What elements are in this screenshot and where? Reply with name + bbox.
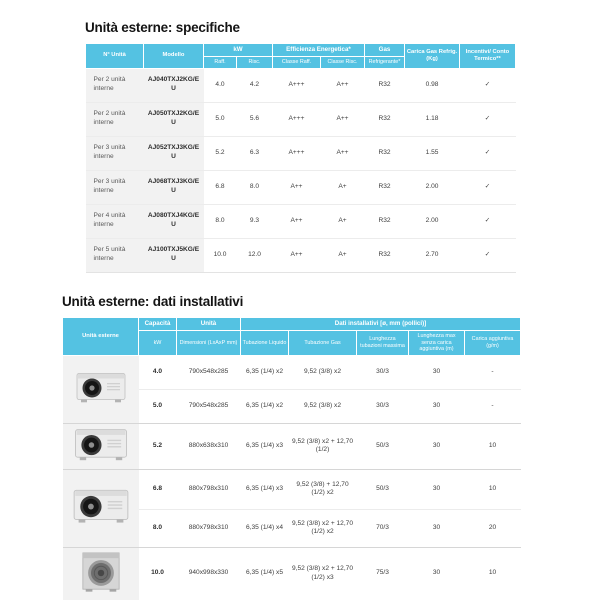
cell-gas: R32 — [365, 204, 405, 238]
cell-capacita: 6.8 — [139, 469, 177, 509]
table-row — [86, 102, 516, 136]
cell-n-unita: Per 4 unità interne — [86, 204, 144, 238]
outdoor-unit-image — [63, 424, 139, 470]
install-table-header — [63, 318, 521, 356]
cell-capacita: 8.0 — [139, 509, 177, 547]
cell-incentivi-check: ✓ — [460, 238, 516, 272]
cell-dimensioni: 790x548x285 — [188, 368, 229, 376]
cell-modello: AJ052TXJ3KG/EU — [144, 136, 204, 170]
cell-lunghezza-senza-carica: 30 — [409, 469, 465, 509]
col-header-carica-aggiuntiva: Carica aggiuntiva (g/m) — [465, 330, 521, 355]
cell-dimensioni: 790x548x285 — [177, 390, 241, 424]
cell-n-unita: Per 3 unità interne — [86, 170, 144, 204]
table-row — [63, 547, 521, 600]
cell-risc: 9.3 — [237, 204, 273, 238]
cell-incentivi-check: ✓ — [460, 102, 516, 136]
cell-tubazione-liquido: 6,35 (1/4) x4 — [241, 509, 289, 547]
cell-modello: AJ080TXJ4KG/EU — [144, 204, 204, 238]
cell-raff: 4.0 — [215, 80, 225, 88]
cell-tubazione-liquido: 6,35 (1/4) x3 — [241, 424, 289, 470]
cell-risc: 12.0 — [237, 238, 273, 272]
col-header-refrigerante: Refrigerante* — [365, 56, 405, 68]
cell-capacita: 4.0 — [152, 368, 163, 376]
cell-classe-risc: A++ — [321, 136, 365, 170]
outdoor-unit-small-icon — [73, 487, 129, 525]
table-row — [86, 136, 516, 170]
cell-tubazione-gas: 9,52 (3/8) x2 + 12,70 (1/2) x3 — [289, 547, 357, 600]
cell-lunghezza-senza-carica: 30 — [409, 509, 465, 547]
cell-carica: 0.98 — [425, 80, 439, 88]
cell-risc: 6.3 — [237, 136, 273, 170]
cell-n-unita: Per 2 unità interne — [86, 102, 144, 136]
outdoor-unit-image — [63, 469, 139, 547]
cell-classe-risc: A+ — [321, 204, 365, 238]
section-specifiche — [85, 20, 515, 273]
col-group-kw: kW — [204, 44, 273, 57]
cell-tubazione-liquido: 6,35 (1/4) x2 — [245, 368, 284, 376]
outdoor-unit-image — [63, 356, 139, 424]
cell-lunghezza-massima: 50/3 — [357, 424, 409, 470]
cell-carica-aggiuntiva: - — [465, 390, 521, 424]
cell-gas: R32 — [365, 136, 405, 170]
table-row — [86, 170, 516, 204]
page-title: Unità esterne: specifiche — [85, 20, 240, 35]
col-header-carica-gas: Carica Gas Refrig. (Kg) — [405, 44, 460, 69]
cell-classe-risc: A+ — [321, 170, 365, 204]
cell-dimensioni: 940x998x330 — [177, 547, 241, 600]
cell-risc: 5.6 — [237, 102, 273, 136]
col-group-dati-installativi: Dati installativi [ø, mm (pollici)] — [241, 318, 521, 331]
page-title-2: Unità esterne: dati installativi — [62, 294, 244, 309]
col-header-risc: Risc. — [237, 56, 273, 68]
table-row — [86, 68, 516, 102]
cell-classe-raff: A++ — [273, 238, 321, 272]
cell-carica-aggiuntiva: 10 — [465, 469, 521, 509]
cell-tubazione-gas: 9,52 (3/8) x2 + 12,70 (1/2) — [289, 424, 357, 470]
col-header-lunghezza-senza-carica: Lunghezza max senza carica aggiuntiva (m) — [409, 330, 465, 355]
install-table — [62, 317, 521, 600]
col-header-classe-raff: Classe Raff. — [273, 56, 321, 68]
cell-carica-aggiuntiva: 20 — [465, 509, 521, 547]
cell-tubazione-gas: 9,52 (3/8) x2 + 12,70 (1/2) x2 — [289, 509, 357, 547]
cell-tubazione-gas: 9,52 (3/8) + 12,70 (1/2) x2 — [289, 469, 357, 509]
cell-lunghezza-senza-carica: 30 — [409, 547, 465, 600]
cell-classe-raff: A++ — [273, 204, 321, 238]
col-header-incentivi: Incentivi/ Conto Termico** — [460, 44, 516, 69]
table-row — [63, 469, 521, 509]
cell-dimensioni: 880x638x310 — [177, 424, 241, 470]
cell-carica: 2.70 — [405, 238, 460, 272]
cell-lunghezza-senza-carica: 30 — [432, 368, 441, 376]
col-group-capacita: Capacità — [139, 318, 177, 331]
col-header-unita-esterne: Unità esterne — [63, 318, 139, 356]
cell-classe-raff: A+++ — [288, 80, 305, 88]
cell-carica-aggiuntiva: 10 — [465, 547, 521, 600]
outdoor-unit-image — [63, 547, 139, 600]
cell-capacita: 5.0 — [139, 390, 177, 424]
cell-lunghezza-senza-carica: 30 — [409, 424, 465, 470]
cell-dimensioni: 880x798x310 — [177, 469, 241, 509]
cell-tubazione-gas: 9,52 (3/8) x2 — [303, 368, 342, 376]
cell-gas: R32 — [365, 102, 405, 136]
cell-carica: 2.00 — [405, 204, 460, 238]
cell-classe-risc: A++ — [321, 102, 365, 136]
cell-incentivi-check: ✓ — [460, 204, 516, 238]
cell-lunghezza-senza-carica: 30 — [409, 390, 465, 424]
cell-classe-raff: A+++ — [273, 102, 321, 136]
cell-modello: AJ040TXJ2KG/EU — [144, 68, 204, 102]
cell-modello: AJ100TXJ5KG/EU — [144, 238, 204, 272]
cell-gas: R32 — [365, 170, 405, 204]
cell-carica: 1.55 — [405, 136, 460, 170]
cell-modello: AJ050TXJ2KG/EU — [144, 102, 204, 136]
cell-dimensioni: 880x798x310 — [177, 509, 241, 547]
cell-carica-aggiuntiva: 10 — [465, 424, 521, 470]
table-row — [86, 238, 516, 272]
col-header-n-unita: N° Unità — [86, 44, 144, 69]
cell-raff: 5.2 — [204, 136, 237, 170]
cell-capacita: 5.2 — [139, 424, 177, 470]
col-header-modello: Modello — [144, 44, 204, 69]
col-header-raff: Raff. — [204, 56, 237, 68]
cell-lunghezza-massima: 75/3 — [357, 547, 409, 600]
cell-carica: 1.18 — [405, 102, 460, 136]
outdoor-unit-large-icon — [80, 551, 122, 593]
cell-n-unita: Per 3 unità interne — [86, 136, 144, 170]
section-dati-installativi — [62, 294, 520, 600]
cell-gas: R32 — [378, 80, 391, 88]
col-header-dimensioni: Dimensioni (LxAxP mm) — [177, 330, 241, 355]
cell-tubazione-liquido: 6,35 (1/4) x2 — [241, 390, 289, 424]
table-row — [63, 424, 521, 470]
col-header-tubazione-gas: Tubazione Gas — [289, 330, 357, 355]
cell-classe-risc: A++ — [336, 80, 349, 88]
outdoor-unit-small-icon — [74, 427, 128, 462]
cell-risc: 4.2 — [249, 80, 260, 88]
cell-classe-raff: A+++ — [273, 136, 321, 170]
cell-n-unita: Per 2 unità interne — [86, 68, 144, 102]
cell-tubazione-liquido: 6,35 (1/4) x5 — [241, 547, 289, 600]
cell-gas: R32 — [365, 238, 405, 272]
cell-n-unita: Per 5 unità interne — [86, 238, 144, 272]
col-header-lunghezza-massima: Lunghezza tubazioni massima — [357, 330, 409, 355]
cell-capacita: 10.0 — [139, 547, 177, 600]
cell-raff: 6.8 — [204, 170, 237, 204]
cell-lunghezza-massima: 30/3 — [376, 368, 389, 376]
spec-table — [85, 43, 516, 273]
cell-tubazione-gas: 9,52 (3/8) x2 — [289, 390, 357, 424]
cell-raff: 10.0 — [204, 238, 237, 272]
cell-lunghezza-massima: 30/3 — [357, 390, 409, 424]
cell-lunghezza-massima: 70/3 — [357, 509, 409, 547]
col-group-efficienza: Efficienza Energetica* — [273, 44, 365, 57]
col-header-classe-risc: Classe Risc. — [321, 56, 365, 68]
cell-carica: 2.00 — [405, 170, 460, 204]
cell-raff: 8.0 — [204, 204, 237, 238]
cell-modello: AJ068TXJ3KG/EU — [144, 170, 204, 204]
cell-classe-raff: A++ — [273, 170, 321, 204]
table-row — [86, 204, 516, 238]
cell-risc: 8.0 — [237, 170, 273, 204]
cell-incentivi-check: ✓ — [484, 80, 491, 88]
col-header-tubazione-liquido: Tubazione Liquido — [241, 330, 289, 355]
cell-classe-risc: A+ — [321, 238, 365, 272]
table-row — [63, 356, 521, 390]
cell-raff: 5.0 — [204, 102, 237, 136]
spec-table-header — [86, 44, 516, 69]
cell-incentivi-check: ✓ — [460, 136, 516, 170]
cell-tubazione-liquido: 6,35 (1/4) x3 — [241, 469, 289, 509]
cell-lunghezza-massima: 50/3 — [357, 469, 409, 509]
outdoor-unit-small-icon — [76, 371, 126, 404]
col-header-kw: kW — [139, 330, 177, 355]
cell-carica-aggiuntiva: - — [491, 368, 494, 376]
col-group-gas: Gas — [365, 44, 405, 57]
col-group-unita: Unità — [177, 318, 241, 331]
cell-incentivi-check: ✓ — [460, 170, 516, 204]
